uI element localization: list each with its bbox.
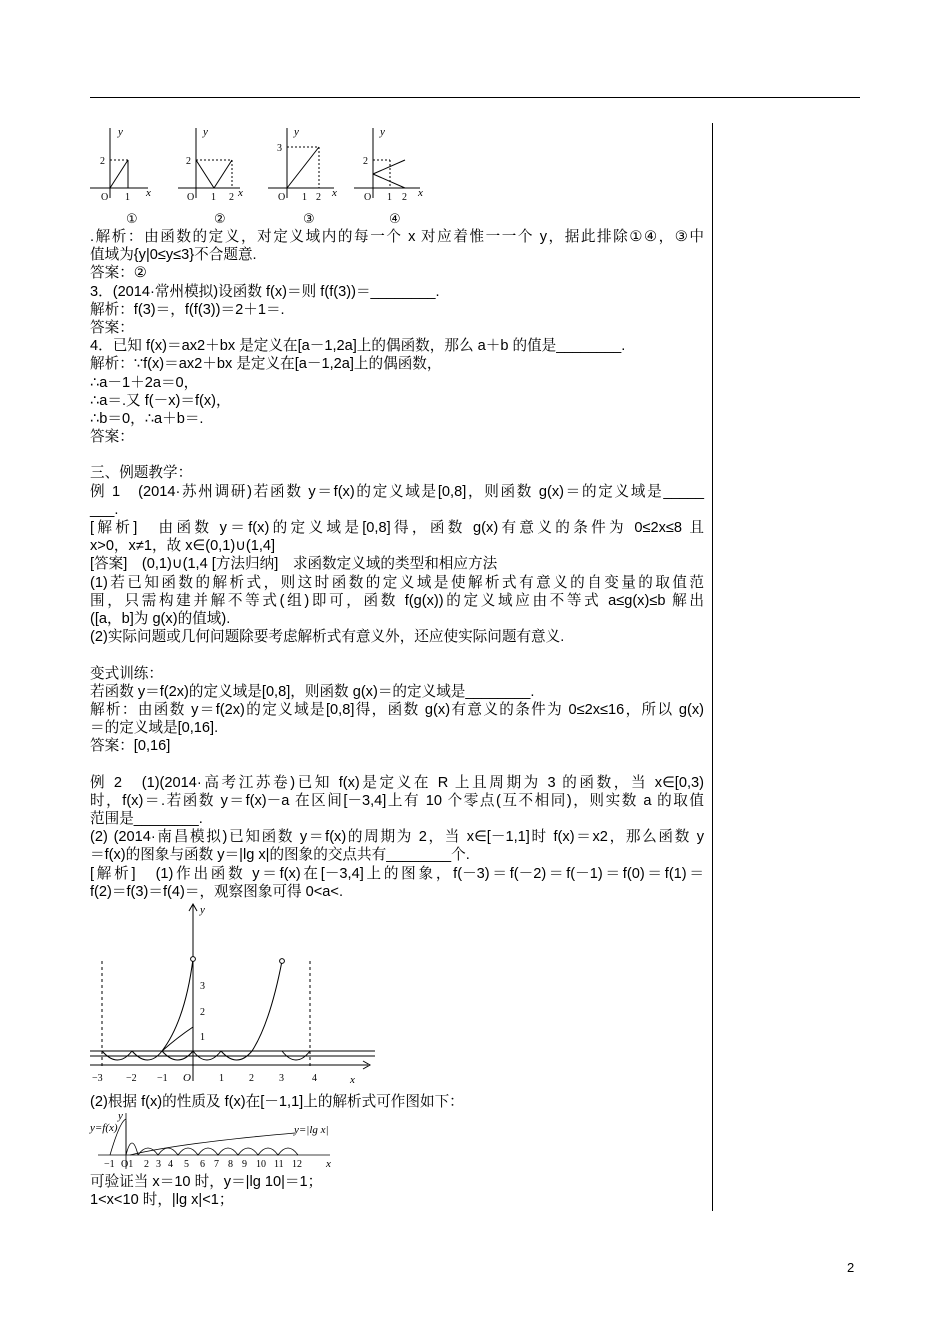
- g2-x-tick-1: 1: [211, 192, 216, 203]
- text-line: 可验证当 x＝10 时，y＝|lg 10|＝1；: [90, 1174, 323, 1191]
- text-line: [答案] (0,1)∪(1,4 [方法归纳] 求函数定义域的类型和相应方法: [90, 556, 498, 573]
- text-line: ∴a－1＋2a＝0，: [90, 374, 199, 391]
- periodic-x-tick: 4: [312, 1072, 317, 1084]
- periodic-axis-x: x: [350, 1073, 355, 1086]
- lg-x-tick: −1: [104, 1159, 115, 1171]
- text-line: (1)若已知函数的解析式，则这时函数的定义域是使解析式有意义的自变量的取值范: [90, 574, 704, 591]
- lg-label-left: y=f(x): [90, 1122, 118, 1135]
- section-heading: 三、例题教学：: [90, 465, 193, 482]
- text-line: 变式训练：: [90, 665, 163, 682]
- g1-axis-y: y: [118, 126, 123, 138]
- caption-1: ①: [126, 211, 138, 226]
- g1-x-tick-1: 1: [125, 192, 130, 203]
- lg-x-tick: 12: [292, 1159, 302, 1171]
- g2-x-tick-0: O: [187, 192, 195, 203]
- text-line: 值域为{y|0≤y≤3}不合题意.: [90, 247, 257, 264]
- text-line: 例 1 (2014·苏州调研)若函数 y＝f(x)的定义域是[0,8]，则函数 g(x)＝的定义域是_____: [90, 483, 704, 500]
- g3-y-tick: 3: [277, 143, 282, 154]
- lg-x-tick: 9: [242, 1159, 247, 1171]
- column-rule: [712, 123, 713, 1211]
- g1-axis-x: x: [146, 187, 151, 199]
- header-rule: [90, 97, 860, 98]
- periodic-x-tick: 1: [219, 1072, 224, 1084]
- g3-axis-x: x: [332, 187, 337, 199]
- lg-x-tick: 3: [156, 1159, 161, 1171]
- g1-x-tick-0: O: [101, 192, 109, 203]
- text-line: ([a，b]为 g(x)的值域).: [90, 610, 231, 627]
- text-line: [解析] 由函数 y＝f(x)的定义域是[0,8]得，函数 g(x)有意义的条件为 0≤2x≤8 且: [90, 520, 704, 536]
- periodic-y-tick-2: 2: [200, 1006, 205, 1018]
- g4-x-tick-2: 2: [402, 192, 407, 203]
- periodic-x-tick: 2: [249, 1072, 254, 1084]
- text-line: 解析：∵f(x)＝ax2＋bx 是定义在[a－1,2a]上的偶函数，: [90, 356, 442, 373]
- text-line: 若函数 y＝f(2x)的定义域是[0,8]，则函数 g(x)＝的定义域是________.: [90, 683, 535, 700]
- text-line: (2)实际问题或几何问题除要考虑解析式有意义外，还应使实际问题有意义.: [90, 629, 565, 646]
- g4-x-tick-1: 1: [387, 192, 392, 203]
- text-line: (2) (2014·南昌模拟)已知函数 y＝f(x)的周期为 2，当 x∈[－1,1]时 f(x)＝x2，那么函数 y: [90, 829, 704, 846]
- text-line: 答案：: [90, 429, 134, 446]
- periodic-function-graph: [90, 901, 380, 1093]
- lg-x-tick: 7: [214, 1159, 219, 1171]
- lg-x-tick: 11: [274, 1159, 284, 1171]
- text-line: 4．已知 f(x)＝ax2＋bx 是定义在[a－1,2a]上的偶函数，那么 a＋b 的值是________.: [90, 338, 626, 355]
- text-line: 范围是________.: [90, 811, 203, 827]
- text-line: 解析：f(3)＝，f(f(3))＝2＋1＝.: [90, 301, 285, 318]
- g4-axis-y: y: [380, 126, 385, 138]
- periodic-x-tick: −1: [157, 1072, 168, 1084]
- four-graphs-figure: [90, 120, 423, 228]
- periodic-x-tick: −3: [92, 1072, 103, 1084]
- lg-x-tick: 6: [200, 1159, 205, 1171]
- g3-x-tick-0: O: [278, 192, 286, 203]
- g2-y-tick: 2: [186, 156, 191, 167]
- text-line: x>0，x≠1，故 x∈(0,1)∪(1,4]: [90, 538, 276, 555]
- g4-axis-x: x: [418, 187, 423, 199]
- text-line: 答案：: [90, 319, 134, 336]
- text-line: ＝的定义域是[0,16].: [90, 720, 219, 737]
- lg-x-tick: 8: [228, 1159, 233, 1171]
- document-body: [90, 120, 704, 1210]
- periodic-x-tick: 3: [279, 1072, 284, 1084]
- periodic-x-tick: O: [183, 1071, 191, 1084]
- lg-axis-y: y: [118, 1110, 123, 1123]
- text-line: ___.: [90, 501, 119, 518]
- lg-intersection-graph: [90, 1111, 340, 1173]
- lg-axis-x: x: [326, 1158, 331, 1171]
- g3-x-tick-1: 1: [302, 192, 307, 203]
- text-line: ∴a＝.又 f(－x)＝f(x)，: [90, 392, 231, 409]
- caption-2: ②: [214, 211, 226, 226]
- text-line: 3．(2014·常州模拟)设函数 f(x)＝则 f(f(3))＝________.: [90, 283, 440, 300]
- text-line: 例 2 (1)(2014·高考江苏卷)已知 f(x)是定义在 R 上且周期为 3 的函数，当 x∈[0,3): [90, 774, 704, 791]
- caption-4: ④: [389, 211, 401, 226]
- text-line: 答案：[0,16]: [90, 738, 171, 755]
- text-line: [解析] (1)作出函数 y＝f(x)在[－3,4]上的图象，f(－3)＝f(－2)＝f(－1)＝f(0)＝f(1)＝: [90, 865, 704, 882]
- g2-x-tick-2: 2: [229, 192, 234, 203]
- g2-axis-y: y: [203, 126, 208, 138]
- lg-x-tick: O1: [121, 1159, 134, 1171]
- lg-x-tick: 5: [184, 1159, 189, 1171]
- lg-x-tick: 2: [144, 1159, 149, 1171]
- page-number: 2: [847, 1260, 855, 1275]
- periodic-y-tick-1: 1: [200, 1031, 205, 1043]
- lg-x-tick: 4: [168, 1159, 173, 1171]
- g2-axis-x: x: [238, 187, 243, 199]
- text-line: 解析：由函数 y＝f(2x)的定义域是[0,8]得，函数 g(x)有意义的条件为 0≤2x≤16，所以 g(x): [90, 701, 704, 718]
- periodic-x-tick: −2: [126, 1072, 137, 1084]
- g1-y-tick: 2: [100, 156, 105, 167]
- text-line: f(2)＝f(3)＝f(4)＝，观察图象可得 0<a<.: [90, 883, 343, 900]
- text-line: ＝f(x)的图象与函数 y＝|lg x|的图象的交点共有________个.: [90, 847, 470, 864]
- lg-label-right: y=|lg x|: [294, 1124, 329, 1137]
- periodic-axis-y: y: [200, 903, 205, 916]
- g3-axis-y: y: [294, 126, 299, 138]
- g4-y-tick: 2: [363, 156, 368, 167]
- periodic-y-tick-3: 3: [200, 980, 205, 992]
- caption-3: ③: [303, 211, 315, 226]
- g4-x-tick-0: O: [364, 192, 372, 203]
- text-line: 时，f(x)＝.若函数 y＝f(x)－a 在区间[－3,4]上有 10 个零点(互不相同)，则实数 a 的取值: [90, 792, 704, 809]
- text-line: 1<x<10 时，|lg x|<1；: [90, 1192, 234, 1209]
- text-line: (2)根据 f(x)的性质及 f(x)在[－1,1]上的解析式可作图如下：: [90, 1093, 464, 1110]
- lg-x-tick: 10: [256, 1159, 266, 1171]
- text-line: .解析：由函数的定义，对定义域内的每一个 x 对应着惟一一个 y，据此排除①④，③中: [90, 229, 704, 245]
- text-line: 围，只需构建并解不等式(组)即可，函数 f(g(x))的定义域应由不等式 a≤g(x)≤b 解出: [90, 592, 704, 609]
- text-line: 答案：②: [90, 265, 147, 282]
- g3-x-tick-2: 2: [316, 192, 321, 203]
- text-line: ∴b＝0，∴a＋b＝.: [90, 410, 204, 427]
